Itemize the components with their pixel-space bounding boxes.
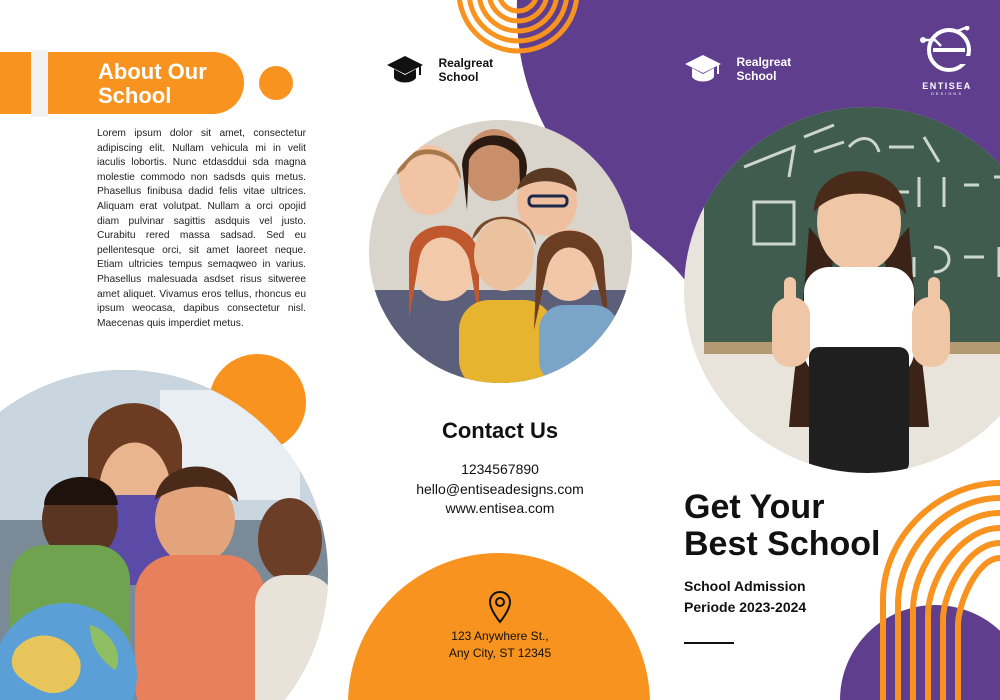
contact-details [380,460,620,519]
address-line2: Any City, ST 12345 [448,646,552,660]
divider-line [684,642,734,644]
smiling-children-group-photo [369,120,632,383]
headline-line2: Best School [684,525,881,563]
decorative-orange-dot [259,66,293,100]
contact-phone[interactable]: 1234567890 [461,461,539,477]
brand-name: ENTISEA [922,81,972,91]
address-line1: 123 Anywhere St., [451,629,549,643]
cover-subheading [684,576,904,618]
brand-tagline: DESIGNS [930,91,963,96]
logo-name-line1: Realgreat [736,55,792,69]
school-logo-right [684,53,791,85]
address-block [400,628,600,662]
logo-name-line2: School [736,69,777,83]
about-banner-accent-strip [31,50,48,117]
location-pin-icon [488,590,512,624]
contact-email[interactable]: hello@entiseadesigns.com [416,480,584,497]
entisea-brand-logo [912,26,982,96]
decorative-concentric-arcs-top [456,0,580,54]
headline-line1: Get Your [684,488,825,526]
school-logo-middle [386,54,493,86]
subheading-line2: Periode 2023-2024 [684,599,807,615]
letter-e-circuit-icon [919,26,975,74]
logo-name-line2: School [438,70,479,84]
about-title: About Our School [98,59,207,108]
subheading-line1: School Admission [684,578,806,594]
about-body-text: Lorem ipsum dolor sit amet, consectetur adipiscing elit. Nullam vehicula mi in velit iaculis lobortis. Nunc etdasddui sda magna molestie commodo non sadsds quis metus. Phasellus finibusa dadid felis vitae ultrices. Aliquam erat volutpat. Nullam a orci opojid diam pulvinar sagittis asdquis vel justo. Curabitu rered massa sadsad. Sed eu pellentesque orci, sit amet laoreet neque. Etiam ultricies tempus semaqweo in varius. Phasellus malesuada asdset risus sitweree amet aliquet. Vivamus eros tellus, rhoncus eu ipsum weocasa, dapibus consectetur nisl. Maecenas quis imperdiet metus. [97,128,306,329]
contact-website[interactable]: www.entisea.com [445,500,555,516]
decorative-arches-right [880,480,1000,700]
contact-title: Contact Us [441,418,559,443]
graduation-cap-icon [684,53,722,85]
graduation-cap-icon [386,54,424,86]
logo-name-line1: Realgreat [438,56,494,70]
